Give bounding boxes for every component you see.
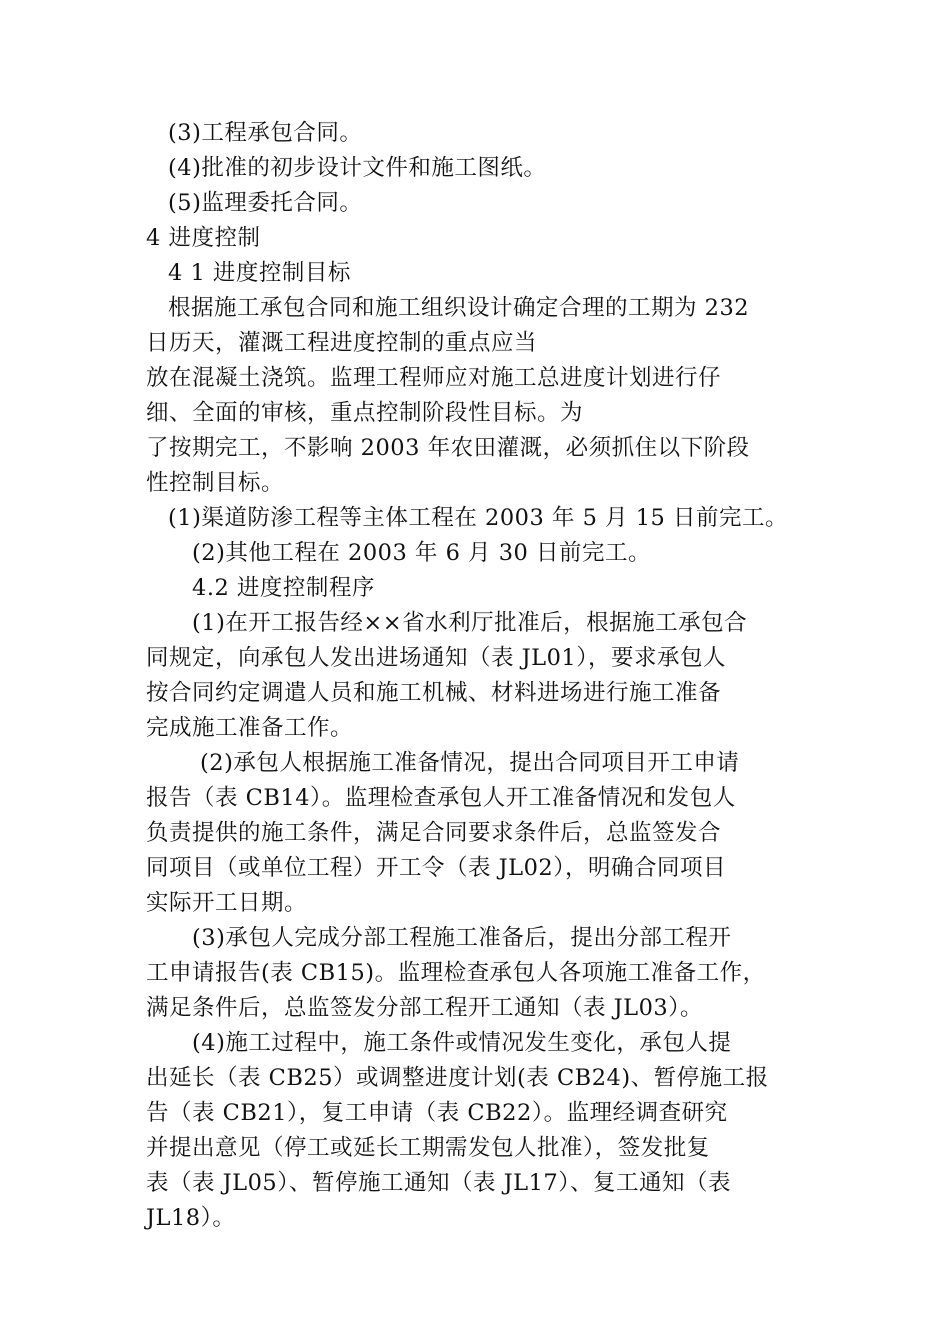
text-line: 细、全面的审核，重点控制阶段性目标。为 bbox=[146, 400, 584, 426]
text-line: 出延长（表 CB25）或调整进度计划(表 CB24)、暂停施工报 bbox=[146, 1065, 769, 1091]
subsection-heading: 4.2 进度控制程序 bbox=[192, 575, 375, 601]
text-line: 日历天，灌溉工程进度控制的重点应当 bbox=[146, 330, 538, 356]
text-line: (2)其他工程在 2003 年 6 月 30 日前完工。 bbox=[192, 540, 651, 566]
text-line: 报告（表 CB14）。监理检查承包人开工准备情况和发包人 bbox=[146, 785, 736, 811]
text-line: (5)监理委托合同。 bbox=[168, 190, 363, 216]
text-line: 并提出意见（停工或延长工期需发包人批准），签发批复 bbox=[146, 1135, 710, 1161]
text-line: 根据施工承包合同和施工组织设计确定合理的工期为 232 bbox=[168, 295, 750, 321]
text-line: 性控制目标。 bbox=[146, 470, 285, 496]
text-line: 同规定，向承包人发出进场通知（表 JL01），要求承包人 bbox=[146, 645, 726, 671]
text-line: 满足条件后，总监签发分部工程开工通知（表 JL03）。 bbox=[146, 995, 703, 1021]
text-line: (1)在开工报告经××省水利厅批准后，根据施工承包合 bbox=[192, 610, 748, 636]
text-line: 同项目（或单位工程）开工令（表 JL02），明确合同项目 bbox=[146, 855, 726, 881]
text-line: (2)承包人根据施工准备情况，提出合同项目开工申请 bbox=[200, 750, 740, 776]
text-line: (3)工程承包合同。 bbox=[168, 120, 363, 146]
text-line: 工申请报告(表 CB15)。监理检查承包人各项施工准备工作， bbox=[146, 960, 766, 986]
text-line: (4)批准的初步设计文件和施工图纸。 bbox=[168, 155, 547, 181]
text-line: 表（表 JL05）、暂停施工通知（表 JL17）、复工通知（表 bbox=[146, 1170, 731, 1196]
text-line: 了按期完工，不影响 2003 年农田灌溉，必须抓住以下阶段 bbox=[146, 435, 750, 461]
text-line: (3)承包人完成分部工程施工准备后，提出分部工程开 bbox=[192, 925, 732, 951]
text-line: 完成施工准备工作。 bbox=[146, 715, 354, 741]
text-line: 负责提供的施工条件，满足合同要求条件后，总监签发合 bbox=[146, 820, 722, 846]
text-line: 按合同约定调遣人员和施工机械、材料进场进行施工准备 bbox=[146, 680, 722, 706]
text-line: JL18）。 bbox=[146, 1205, 236, 1231]
subsection-heading: 4 1 进度控制目标 bbox=[168, 260, 351, 286]
text-line: 告（表 CB21），复工申请（表 CB22）。监理经调查研究 bbox=[146, 1100, 728, 1126]
text-line: 实际开工日期。 bbox=[146, 890, 308, 916]
text-line: (1)渠道防渗工程等主体工程在 2003 年 5 月 15 日前完工。 bbox=[168, 505, 788, 531]
text-line: (4)施工过程中，施工条件或情况发生变化，承包人提 bbox=[192, 1030, 732, 1056]
section-heading: 4 进度控制 bbox=[146, 225, 261, 251]
text-line: 放在混凝土浇筑。监理工程师应对施工总进度计划进行仔 bbox=[146, 365, 722, 391]
